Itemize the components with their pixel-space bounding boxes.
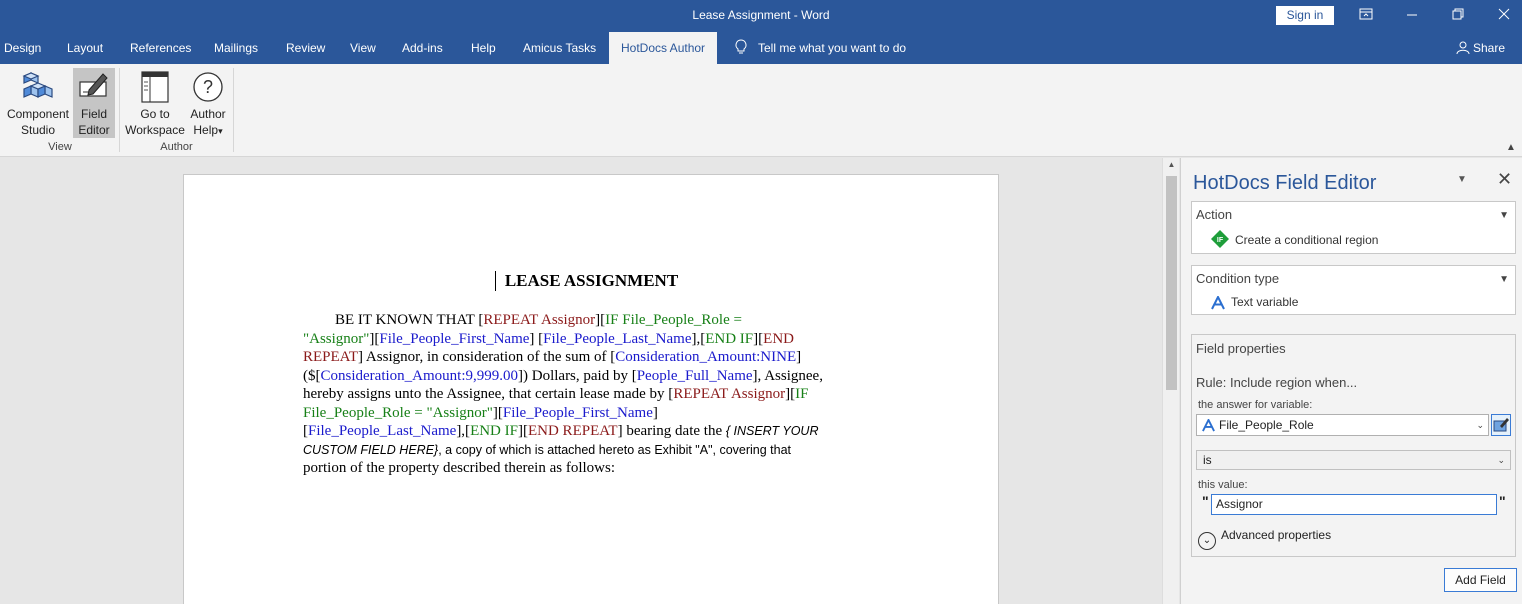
component-studio-button[interactable] — [4, 68, 72, 138]
doc-text: ][ — [369, 330, 380, 347]
minimize-icon[interactable] — [1402, 6, 1422, 26]
doc-text: ]) Dollars, paid by [ — [518, 367, 637, 384]
custom-field-placeholder[interactable]: { INSERT YOUR — [725, 424, 819, 438]
field-properties-section — [1191, 334, 1516, 557]
operator-select[interactable] — [1196, 450, 1511, 470]
doc-text: ] — [796, 349, 802, 365]
author-help-line2: Help — [193, 123, 219, 137]
advanced-properties-label: Advanced properties — [1221, 528, 1332, 542]
condition-type-label: Condition type — [1196, 271, 1280, 286]
end-repeat-field[interactable]: END — [763, 330, 794, 347]
ribbon-tabs — [0, 32, 1522, 64]
svg-text:IF: IF — [1216, 237, 1224, 244]
variable-combobox[interactable] — [1196, 414, 1489, 436]
tab-add-ins[interactable]: Add-ins — [402, 41, 443, 55]
doc-text: ][ — [492, 404, 503, 421]
variable-combobox-value: File_People_Role — [1219, 418, 1314, 432]
doc-text: ][ — [517, 423, 528, 439]
author-help-caret: ▾ — [218, 126, 223, 136]
variable-field[interactable]: File_People_Last_Name — [543, 330, 692, 347]
action-value-text: Create a conditional region — [1235, 233, 1379, 247]
text-variable-icon — [1211, 296, 1225, 310]
doc-text: ] — [652, 404, 658, 421]
repeat-field[interactable]: REPEAT Assignor — [673, 386, 786, 402]
tab-view[interactable]: View — [350, 41, 376, 55]
group-label-view: View — [48, 141, 72, 153]
document-area — [0, 158, 1162, 604]
add-field-button[interactable]: Add Field — [1444, 568, 1517, 592]
doc-text: ] [ — [529, 330, 544, 347]
window-title: Lease Assignment - Word — [692, 8, 830, 22]
chevron-down-icon[interactable]: ⌄ — [1476, 420, 1484, 430]
if-field[interactable]: IF — [795, 386, 809, 402]
workspace-line1: Go to — [140, 107, 170, 121]
svg-text:?: ? — [202, 77, 214, 97]
scroll-up-icon[interactable]: ▲ — [1167, 160, 1176, 169]
end-repeat-field[interactable]: REPEAT — [303, 349, 359, 365]
if-field[interactable]: "Assignor" — [303, 330, 370, 347]
end-if-field[interactable]: END IF — [705, 330, 754, 347]
advanced-properties-toggle[interactable] — [1198, 528, 1331, 550]
variable-field[interactable]: People_Full_Name — [636, 367, 753, 384]
pane-close-icon[interactable]: ✕ — [1497, 169, 1513, 189]
doc-text: ][ — [753, 330, 764, 347]
share-label: Share — [1473, 41, 1506, 55]
ribbon-display-icon[interactable] — [1356, 6, 1376, 26]
document-page[interactable] — [183, 174, 999, 604]
author-help-line1: Author — [190, 107, 226, 121]
restore-icon[interactable] — [1448, 6, 1468, 26]
workspace-line2: Workspace — [125, 123, 185, 137]
doc-text: ($[ — [303, 367, 321, 384]
close-icon[interactable] — [1494, 6, 1514, 26]
tab-hotdocs-author[interactable]: HotDocs Author — [609, 32, 717, 64]
action-value — [1211, 230, 1378, 248]
custom-field-placeholder[interactable]: CUSTOM FIELD HERE} — [303, 442, 439, 457]
doc-text: hereby assigns unto the Assignee, that certain lease made by [ — [303, 386, 674, 402]
pencil-field-icon — [77, 70, 111, 104]
document-title: LEASE ASSIGNMENT — [504, 271, 679, 290]
value-input[interactable]: Assignor — [1211, 494, 1497, 515]
ribbon — [0, 64, 1522, 157]
tab-amicus-tasks[interactable]: Amicus Tasks — [523, 41, 597, 55]
title-bar — [0, 0, 1522, 32]
condition-type-value-text: Text variable — [1231, 295, 1299, 309]
tell-me-label: Tell me what you want to do — [758, 41, 907, 55]
if-field[interactable]: IF File_People_Role = — [605, 312, 742, 328]
text-cursor — [495, 271, 496, 291]
document-paragraph[interactable] — [303, 311, 878, 478]
help-icon — [191, 70, 225, 104]
group-separator — [119, 68, 120, 152]
doc-text: ] bearing date the — [617, 423, 726, 439]
go-to-workspace-button[interactable] — [124, 68, 186, 138]
close-quote: " — [1499, 493, 1506, 509]
group-label-author: Author — [160, 141, 193, 153]
pane-title: HotDocs Field Editor — [1193, 172, 1377, 194]
sign-in-button[interactable]: Sign in — [1276, 6, 1334, 25]
field-editor-button[interactable] — [73, 68, 115, 138]
cubes-icon — [21, 70, 55, 104]
scroll-thumb[interactable] — [1166, 176, 1177, 390]
action-dropdown[interactable] — [1191, 201, 1516, 254]
end-repeat-field[interactable]: END REPEAT — [527, 423, 618, 439]
edit-component-icon — [1492, 415, 1510, 435]
action-label: Action — [1196, 207, 1233, 222]
field-editor-line2: Editor — [78, 123, 110, 137]
pane-options-icon[interactable]: ▼ — [1457, 174, 1467, 185]
field-properties-label: Field properties — [1196, 341, 1286, 356]
variable-field[interactable]: File_People_First_Name — [379, 330, 530, 347]
chevron-down-icon: ⌄ — [1497, 455, 1505, 465]
vertical-scrollbar[interactable] — [1162, 158, 1179, 604]
rule-label: Rule: Include region when... — [1196, 375, 1358, 390]
open-quote: " — [1202, 493, 1209, 509]
field-editor-line1: Field — [80, 107, 107, 121]
workspace-icon — [138, 70, 172, 104]
text-variable-icon — [1202, 419, 1215, 432]
chevron-down-icon: ▼ — [1499, 210, 1509, 221]
end-if-field[interactable]: END IF — [470, 423, 518, 439]
variable-field[interactable]: File_People_Last_Name — [308, 423, 457, 439]
collapse-ribbon-icon[interactable]: ▲ — [1506, 142, 1516, 153]
repeat-field[interactable]: REPEAT Assignor — [483, 312, 596, 328]
group-separator — [233, 68, 234, 152]
tab-design[interactable]: Design — [4, 41, 42, 55]
variable-field[interactable]: Consideration_Amount:NINE — [615, 349, 797, 365]
edit-variable-button[interactable] — [1491, 414, 1511, 436]
tell-me-search[interactable] — [734, 32, 906, 64]
component-studio-line1: Component — [6, 107, 70, 121]
if-diamond-icon — [1211, 230, 1229, 248]
share-button[interactable] — [1456, 32, 1505, 64]
if-field[interactable]: File_People_Role = "Assignor" — [303, 404, 493, 421]
chevron-down-icon: ⌄ — [1198, 532, 1216, 550]
tab-layout[interactable]: Layout — [67, 41, 104, 55]
doc-text: , a copy of which is attached hereto as Exhibit "A", covering that — [438, 442, 792, 457]
chevron-down-icon: ▼ — [1499, 274, 1509, 285]
doc-text: [ — [303, 423, 308, 439]
person-icon — [1456, 41, 1470, 55]
doc-text: ], Assignee, — [752, 367, 823, 384]
lightbulb-icon — [734, 39, 748, 55]
condition-type-dropdown[interactable] — [1191, 265, 1516, 315]
author-help-button[interactable] — [186, 68, 230, 138]
tab-mailings[interactable]: Mailings — [214, 41, 259, 55]
variable-field[interactable]: Consideration_Amount:9,999.00 — [320, 367, 518, 384]
tab-review[interactable]: Review — [286, 41, 326, 55]
condition-type-value — [1211, 295, 1298, 310]
doc-text: ] Assignor, in consideration of the sum of [ — [358, 349, 616, 365]
doc-text: ][ — [595, 312, 606, 328]
doc-text: ],[ — [691, 330, 706, 347]
this-value-label: this value: — [1198, 479, 1248, 491]
doc-text: ][ — [785, 386, 796, 402]
field-editor-pane — [1180, 158, 1522, 604]
component-studio-line2: Studio — [20, 123, 56, 137]
variable-field[interactable]: File_People_First_Name — [502, 404, 653, 421]
tab-references[interactable]: References — [130, 41, 192, 55]
tab-help[interactable]: Help — [471, 41, 496, 55]
doc-text: ],[ — [456, 423, 471, 439]
answer-variable-label: the answer for variable: — [1198, 399, 1313, 411]
doc-text: BE IT KNOWN THAT [ — [335, 312, 484, 328]
operator-value: is — [1203, 453, 1212, 467]
doc-text: portion of the property described therein as follows: — [303, 460, 615, 476]
